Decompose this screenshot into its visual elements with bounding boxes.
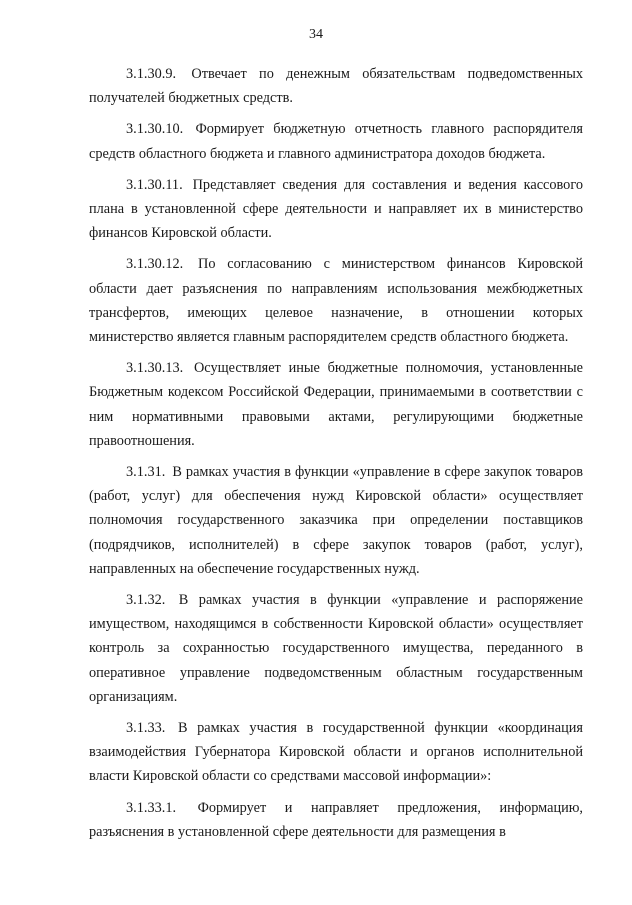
- paragraph-3-1-30-10: [89, 117, 583, 165]
- paragraph-number: 3.1.30.12.: [126, 256, 184, 273]
- paragraph-text: В рамках участия в функции «управление и распоряжение имуществом, находящимся в собственности Кировской области» осуществляет контроль за сохранностью государственного имущества, переданного в оперативное управление подведомственным областным государственным организациям.: [89, 592, 584, 705]
- paragraph-3-1-30-9: [89, 62, 583, 110]
- paragraph-number: 3.1.32.: [126, 592, 166, 609]
- paragraph-text: По согласованию с министерством финансов Кировской области дает разъяснения по направлениям использования межбюджетных трансфертов, имеющих целевое назначение, в отношении которых министерство является главным распорядителем средств областного бюджета.: [89, 256, 583, 346]
- paragraph-3-1-31: [89, 460, 583, 581]
- paragraph-text: Формирует бюджетную отчетность главного распорядителя средств областного бюджета и главного администратора доходов бюджета.: [89, 121, 583, 162]
- paragraph-3-1-33-1: [89, 796, 583, 844]
- paragraph-3-1-32: [89, 588, 583, 709]
- paragraph-text: В рамках участия в функции «управление в сфере закупок товаров (работ, услуг) для обеспечения нужд Кировской области» осуществляет полномочия государственного заказчика при определении поставщиков (подрядчиков, исполнителей) в сфере закупок товаров (работ, услуг), направленных на обеспечение государственных нужд.: [89, 464, 583, 577]
- paragraph-text: В рамках участия в государственной функции «координация взаимодействия Губернатора Кировской области и органов исполнительной власти Кировской области со средствами массовой информации»:: [89, 720, 583, 785]
- paragraph-3-1-33: [89, 716, 583, 789]
- paragraph-text: Осуществляет иные бюджетные полномочия, установленные Бюджетным кодексом Российской Федерации, принимаемыми в соответствии с ним нормативными правовыми актами, регулирующими бюджетные правоотношения.: [89, 360, 584, 449]
- paragraph-number: 3.1.30.9.: [126, 66, 177, 82]
- paragraph-text: Отвечает по денежным обязательствам подведомственных получателей бюджетных средств.: [89, 66, 583, 107]
- paragraph-3-1-30-11: [89, 173, 583, 246]
- document-body: [89, 62, 583, 851]
- paragraph-number: 3.1.33.: [126, 720, 166, 737]
- page-number: 34: [309, 27, 323, 42]
- paragraph-3-1-30-13: [89, 356, 583, 453]
- paragraph-number: 3.1.31.: [126, 464, 166, 481]
- paragraph-number: 3.1.33.1.: [126, 799, 177, 816]
- paragraph-text: Представляет сведения для составления и ведения кассового плана в установленной сфере деятельности и направляет их в министерство финансов Кировской области.: [89, 176, 583, 242]
- paragraph-number: 3.1.30.10.: [126, 121, 184, 138]
- paragraph-3-1-30-12: [89, 252, 583, 349]
- paragraph-number: 3.1.30.13.: [126, 360, 184, 377]
- paragraph-text: Формирует и направляет предложения, информацию, разъяснения в установленной сфере деятельности для размещения в: [89, 799, 584, 840]
- paragraph-number: 3.1.30.11.: [126, 176, 183, 193]
